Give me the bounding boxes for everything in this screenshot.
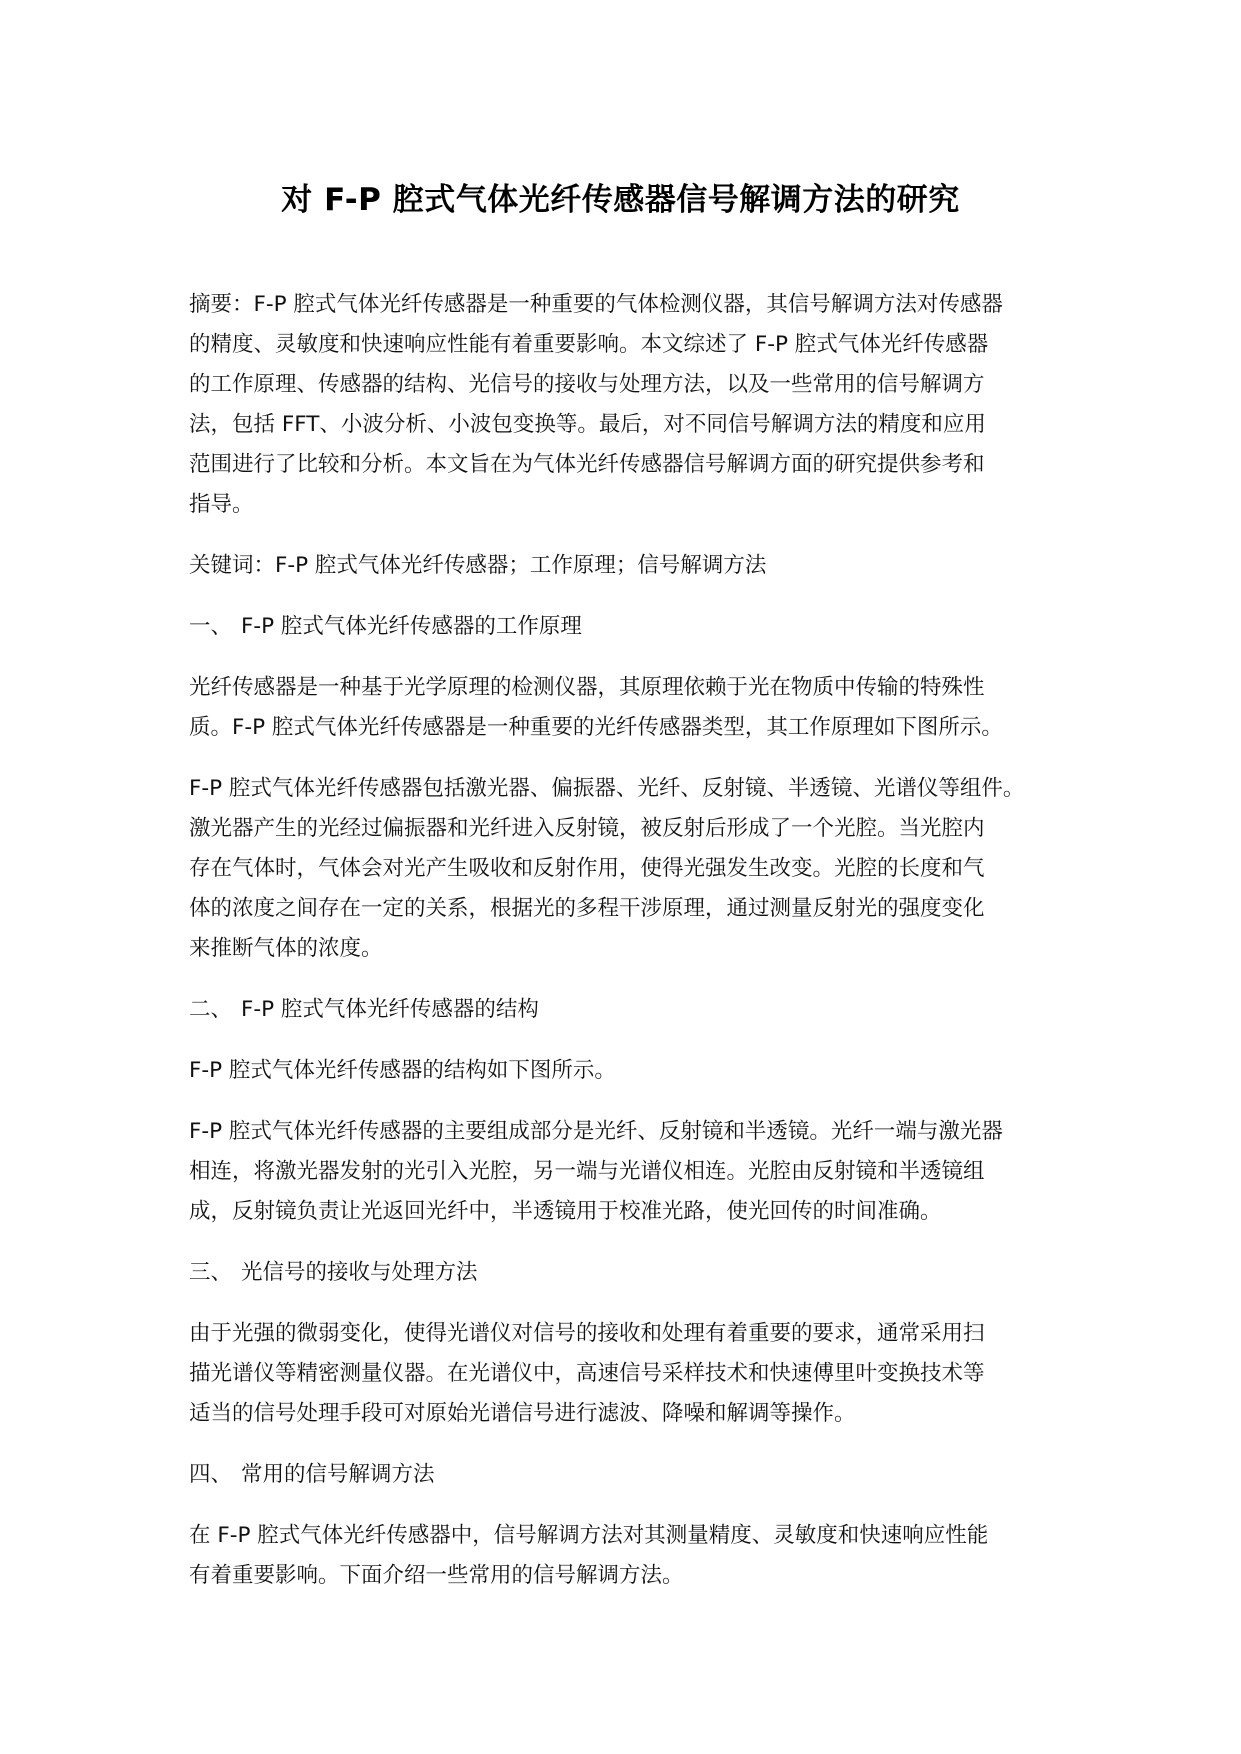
paragraph-line: 成，反射镜负责让光返回光纤中，半透镜用于校准光路，使光回传的时间准确。 bbox=[189, 1199, 942, 1224]
keywords-text: 关键词：F-P 腔式气体光纤传感器；工作原理；信号解调方法 bbox=[189, 553, 767, 578]
section-heading-3 bbox=[189, 1253, 1069, 1293]
paragraph-line: F-P 腔式气体光纤传感器包括激光器、偏振器、光纤、反射镜、半透镜、光谱仪等组件。 bbox=[189, 776, 1025, 801]
paragraph-line: F-P 腔式气体光纤传感器的主要组成部分是光纤、反射镜和半透镜。光纤一端与激光器 bbox=[189, 1119, 1003, 1144]
section-number: 三、 bbox=[189, 1260, 233, 1285]
paragraph-line: 在 F-P 腔式气体光纤传感器中，信号解调方法对其测量精度、灵敏度和快速响应性能 bbox=[189, 1523, 989, 1548]
section4-paragraph-1 bbox=[189, 1516, 1069, 1596]
paragraph-line: 有着重要影响。下面介绍一些常用的信号解调方法。 bbox=[189, 1563, 684, 1588]
section-heading-4 bbox=[189, 1455, 1069, 1495]
paragraph-line: 光纤传感器是一种基于光学原理的检测仪器，其原理依赖于光在物质中传输的特殊性 bbox=[189, 675, 985, 700]
section2-paragraph-1 bbox=[189, 1051, 1069, 1091]
paragraph-line: 质。F-P 腔式气体光纤传感器是一种重要的光纤传感器类型，其工作原理如下图所示。 bbox=[189, 715, 1003, 740]
section-heading-1 bbox=[189, 607, 1069, 647]
keywords-line bbox=[189, 546, 1069, 586]
paragraph-line: 适当的信号处理手段可对原始光谱信号进行滤波、降噪和解调等操作。 bbox=[189, 1401, 856, 1426]
section-title: 光信号的接收与处理方法 bbox=[241, 1260, 478, 1285]
paragraph-line: 激光器产生的光经过偏振器和光纤进入反射镜，被反射后形成了一个光腔。当光腔内 bbox=[189, 816, 985, 841]
paragraph-line: 由于光强的微弱变化，使得光谱仪对信号的接收和处理有着重要的要求，通常采用扫 bbox=[189, 1321, 985, 1346]
section-number: 一、 bbox=[189, 614, 233, 639]
section1-paragraph-2 bbox=[189, 769, 1069, 969]
abstract-line: 的精度、灵敏度和快速响应性能有着重要影响。本文综述了 F-P 腔式气体光纤传感器 bbox=[189, 332, 989, 357]
section-title: F-P 腔式气体光纤传感器的结构 bbox=[241, 997, 539, 1022]
abstract-line: 范围进行了比较和分析。本文旨在为气体光纤传感器信号解调方面的研究提供参考和 bbox=[189, 452, 985, 477]
abstract-line: 指导。 bbox=[189, 492, 254, 517]
paragraph-line: 体的浓度之间存在一定的关系，根据光的多程干涉原理，通过测量反射光的强度变化 bbox=[189, 896, 985, 921]
abstract-line: 的工作原理、传感器的结构、光信号的接收与处理方法，以及一些常用的信号解调方 bbox=[189, 372, 985, 397]
abstract-paragraph bbox=[189, 285, 1069, 525]
paragraph-line: 来推断气体的浓度。 bbox=[189, 936, 383, 961]
paragraph-line: F-P 腔式气体光纤传感器的结构如下图所示。 bbox=[189, 1058, 616, 1083]
document-body bbox=[189, 285, 1069, 1617]
section-number: 四、 bbox=[189, 1462, 233, 1487]
section3-paragraph-1 bbox=[189, 1314, 1069, 1434]
abstract-line: 摘要：F-P 腔式气体光纤传感器是一种重要的气体检测仪器，其信号解调方法对传感器 bbox=[189, 292, 1003, 317]
paragraph-line: 存在气体时，气体会对光产生吸收和反射作用，使得光强发生改变。光腔的长度和气 bbox=[189, 856, 985, 881]
paragraph-line: 相连，将激光器发射的光引入光腔，另一端与光谱仪相连。光腔由反射镜和半透镜组 bbox=[189, 1159, 985, 1184]
paragraph-line: 描光谱仪等精密测量仪器。在光谱仪中，高速信号采样技术和快速傅里叶变换技术等 bbox=[189, 1361, 985, 1386]
section-title: F-P 腔式气体光纤传感器的工作原理 bbox=[241, 614, 582, 639]
section1-paragraph-1 bbox=[189, 668, 1069, 748]
section-number: 二、 bbox=[189, 997, 233, 1022]
section-title: 常用的信号解调方法 bbox=[241, 1462, 435, 1487]
section2-paragraph-2 bbox=[189, 1112, 1069, 1232]
document-title: 对 F-P 腔式气体光纤传感器信号解调方法的研究 bbox=[281, 182, 960, 218]
section-heading-2 bbox=[189, 990, 1069, 1030]
abstract-line: 法，包括 FFT、小波分析、小波包变换等。最后，对不同信号解调方法的精度和应用 bbox=[189, 412, 986, 437]
